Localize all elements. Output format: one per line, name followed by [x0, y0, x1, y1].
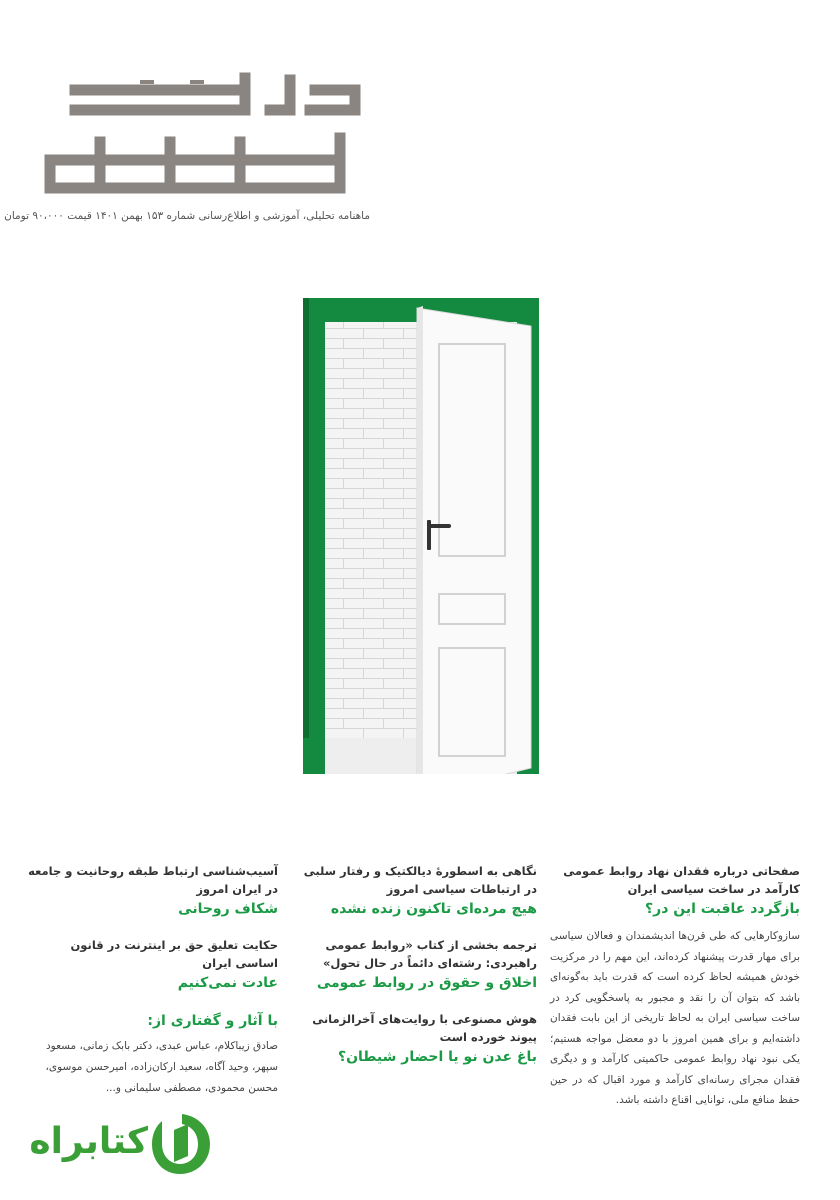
article-block — [292, 936, 537, 994]
article-kicker: حکایت تعلیق حق بر اینترنت در قانون اساسی ایران — [70, 938, 278, 970]
article-block — [28, 936, 278, 994]
feature-body: سازوکارهایی که طی قرن‌ها اندیشمندان و فعالان سیاسی برای مهار قدرت پیشنهاد کرده‌اند، این مهم را در مرکزیت خودش همیشه لحاظ کرده است که قدرت باید به‌گونه‌ای باشد که بتوان آن را نقد و مجبور به پاسخگویی کرد در ساخت سیاسی ایران به لحاظ تاریخی از این بابت فقدان داشته‌ایم و برای همین امروز با دو معضل مواجه هستیم؛ یکی نبود نهاد روابط عمومی حاکمیتی کارآمد و و دیگری فقدان مجرای رسانه‌ای کارآمد و مورد اقبال که در حین حفظ منافع ملی، توانایی اقناع داشته باشد. — [550, 930, 800, 1106]
masthead-subtitle: ماهنامه تحلیلی، آموزشی و اطلاع‌رسانی شماره ۱۵۳ بهمن ۱۴۰۱ قیمت ۹۰،۰۰۰ تومان — [4, 210, 370, 222]
contributors-heading: با آثار و گفتاری از: — [147, 1013, 278, 1029]
article-headline: اخلاق و حقوق در روابط عمومی — [316, 975, 537, 991]
feature-headline: بازگردد عاقبت این در؟ — [645, 901, 800, 917]
publisher-name: کتابراه — [29, 1121, 148, 1162]
article-block — [292, 1010, 537, 1068]
articles-column-middle — [292, 862, 537, 1084]
contributors-list: صادق زیباکلام، عباس عبدی، دکتر بابک زمانی، مسعود سپهر، وحید آگاه، سعید ارکان‌زاده، امیرحسن موسوی، محسن محمودی، مصطفی سلیمانی و... — [45, 1040, 278, 1094]
article-kicker: آسیب‌شناسی ارتباط طبقه روحانیت و جامعه در ایران امروز — [28, 864, 278, 896]
article-kicker: ترجمه بخشی از کتاب «روابط عمومی راهبردی: رشته‌ای دائماً در حال تحول» — [322, 938, 537, 970]
article-kicker: نگاهی به اسطورۀ دیالکتیک و رفتار سلبی در ارتباطات سیاسی امروز — [303, 864, 537, 896]
article-block — [28, 862, 278, 920]
feature-column-right — [550, 862, 800, 1111]
articles-column-left — [28, 862, 278, 1099]
article-headline: هیچ مرده‌ای تاکنون زنده نشده — [330, 901, 537, 917]
door-illustration — [303, 298, 539, 774]
article-headline: باغ عدن نو یا احضار شیطان؟ — [337, 1049, 537, 1065]
article-kicker: هوش مصنوعی با روایت‌های آخرالزمانی پیوند خورده است — [312, 1012, 537, 1044]
masthead-logo — [40, 60, 370, 200]
article-headline: شکاف روحانی — [178, 901, 278, 917]
article-block — [292, 862, 537, 920]
feature-kicker: صفحاتی درباره فقدان نهاد روابط عمومی کارآمد در ساخت سیاسی ایران — [563, 864, 800, 896]
article-headline: عادت نمی‌کنیم — [177, 975, 278, 991]
